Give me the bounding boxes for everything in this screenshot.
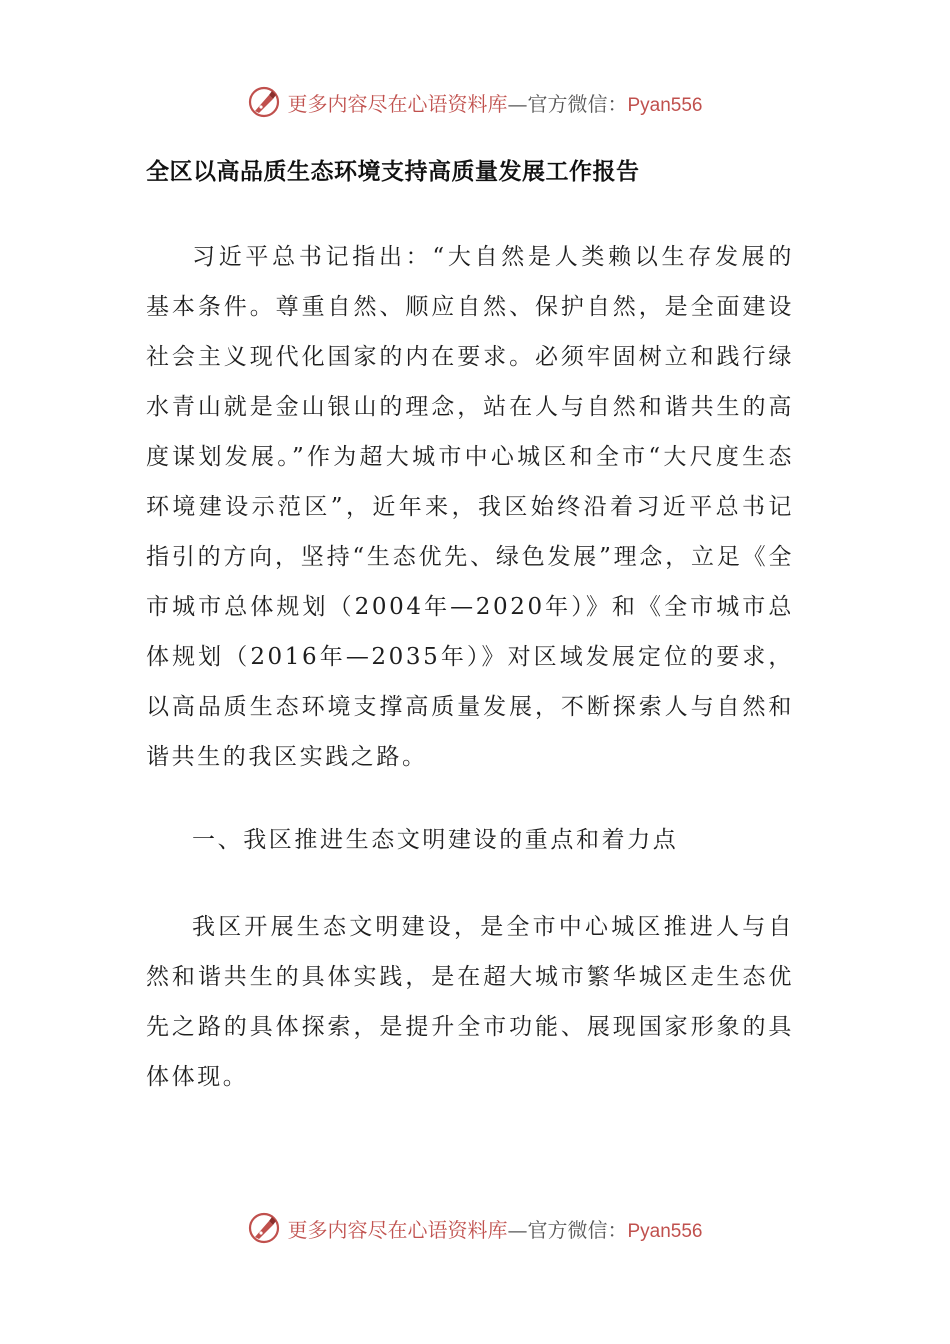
body-paragraph: 习近平总书记指出：“大自然是人类赖以生存发展的基本条件。尊重自然、顺应自然、保护自然，是全面建设社会主义现代化国家的内在要求。必须牢固树立和践行绿水青山就是金山银山的理念，站在人与自然和谐共生的高度谋划发展。”作为超大城市中心城区和全市“大尺度生态环境建设示范区”，近年来，我区始终沿着习近平总书记指引的方向，坚持“生态优先、绿色发展”理念，立足《全市城市总体规划（2004年—2020年）》和《全市城市总体规划（2016年—2035年）》对区域发展定位的要求，以高品质生态环境支撑高质量发展，不断探索人与自然和谐共生的我区实践之路。 <box>146 244 794 770</box>
footer-banner <box>0 1208 950 1248</box>
banner-main-text: 更多内容尽在心语资料库 <box>287 91 508 116</box>
banner-wechat-id: Pyan556 <box>627 94 703 116</box>
banner-text <box>287 88 702 117</box>
pen-nib-circle-icon <box>247 1211 281 1245</box>
body-paragraph: 我区开展生态文明建设，是全市中心城区推进人与自然和谐共生的具体实践，是在超大城市繁华城区走生态优先之路的具体探索，是提升全市功能、展现国家形象的具体体现。 <box>146 914 794 1090</box>
banner-sub-text: —官方微信： <box>507 91 628 116</box>
pen-nib-circle-icon <box>247 85 281 119</box>
banner-text <box>287 1214 702 1243</box>
banner-wechat-id: Pyan556 <box>627 1220 703 1242</box>
banner-main-text: 更多内容尽在心语资料库 <box>287 1217 508 1242</box>
banner-sub-text: —官方微信： <box>507 1217 628 1242</box>
header-banner <box>0 82 950 122</box>
section-heading: 一、我区推进生态文明建设的重点和着力点 <box>192 827 679 853</box>
document-title: 全区以高品质生态环境支持高质量发展工作报告 <box>146 159 640 185</box>
